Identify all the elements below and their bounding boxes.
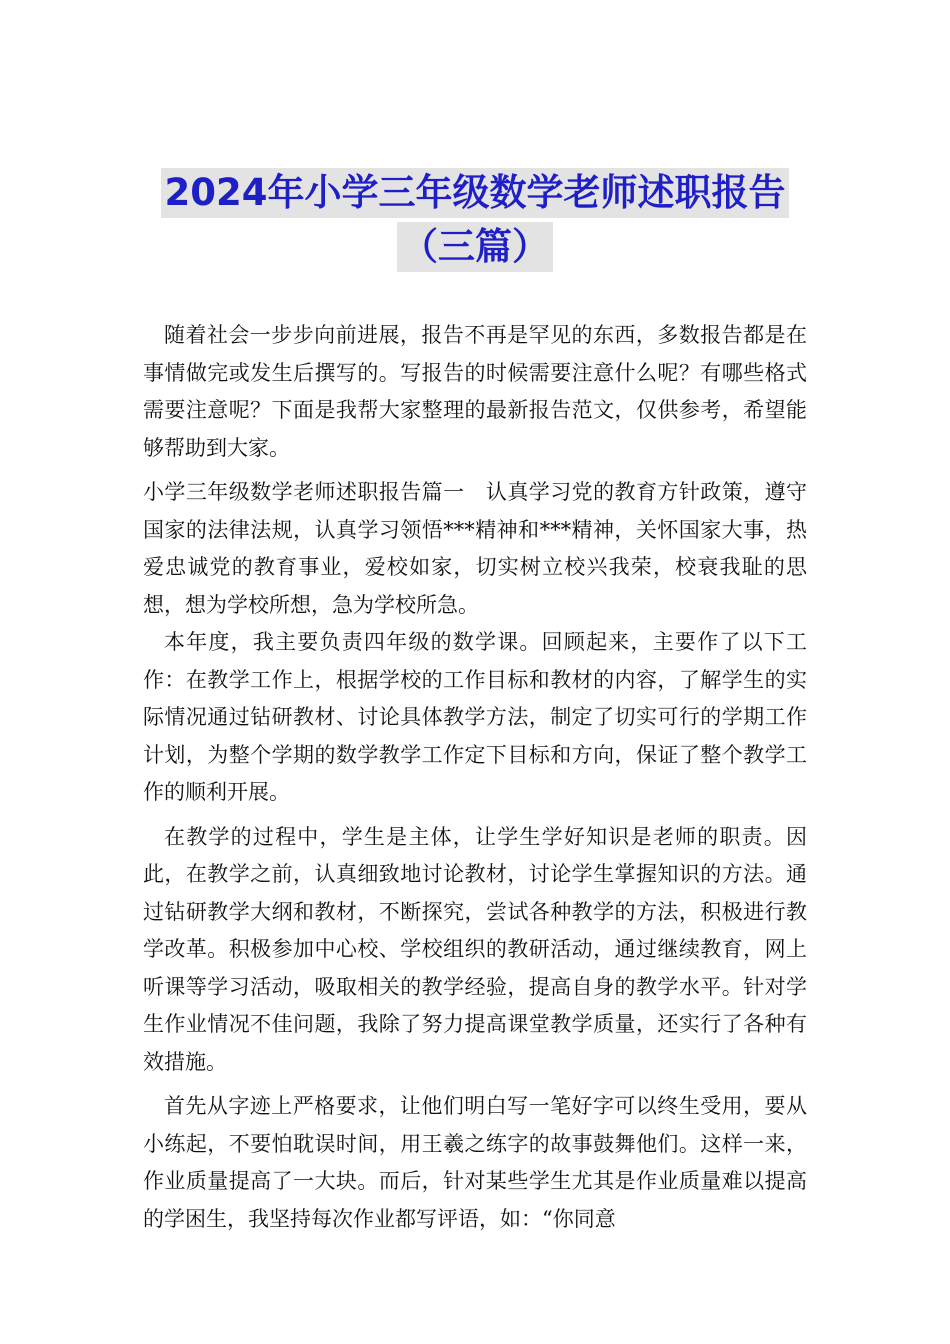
paragraph-section-one: 小学三年级数学老师述职报告篇一 认真学习党的教育方针政策，遵守国家的法律法规，认真学习领悟***精神和***精神，关怀国家大事，热爱忠诚党的教育事业，爱校如家，切实树立校兴我荣，校衰我耻的思想，想为学校所想，急为学校所急。 — [143, 480, 807, 617]
document-title — [0, 168, 950, 276]
paragraph-intro: 随着社会一步步向前进展，报告不再是罕见的东西，多数报告都是在事情做完或发生后撰写的。写报告的时候需要注意什么呢？有哪些格式需要注意呢？下面是我帮大家整理的最新报告范文，仅供参考，希望能够帮助到大家。 — [143, 323, 807, 460]
title-line-2: （三篇） — [397, 222, 553, 272]
document-body — [143, 317, 807, 1245]
paragraph-teaching-process: 在教学的过程中，学生是主体，让学生学好知识是老师的职责。因此，在教学之前，认真细致地讨论教材，讨论学生掌握知识的方法。通过钻研教学大纲和教材，不断探究，尝试各种教学的方法，积极进行教学改革。积极参加中心校、学校组织的教研活动，通过继续教育，网上听课等学习活动，吸取相关的教学经验，提高自身的教学水平。针对学生作业情况不佳问题，我除了努力提高课堂教学质量，还实行了各种有效措施。 — [143, 824, 807, 1074]
paragraph-work-summary: 本年度，我主要负责四年级的数学课。回顾起来，主要作了以下工作：在教学工作上，根据学校的工作目标和教材的内容，了解学生的实际情况通过钻研教材、讨论具体教学方法，制定了切实可行的学期工作计划，为整个学期的数学教学工作定下目标和方向，保证了整个教学工作的顺利开展。 — [143, 630, 807, 804]
paragraph-handwriting: 首先从字迹上严格要求，让他们明白写一笔好字可以终生受用，要从小练起，不要怕耽误时间，用王羲之练字的故事鼓舞他们。这样一来，作业质量提高了一大块。而后，针对某些学生尤其是作业质量难以提高的学困生，我坚持每次作业都写评语，如：“你同意 — [143, 1094, 807, 1231]
title-line-1: 2024年小学三年级数学老师述职报告 — [161, 168, 790, 218]
